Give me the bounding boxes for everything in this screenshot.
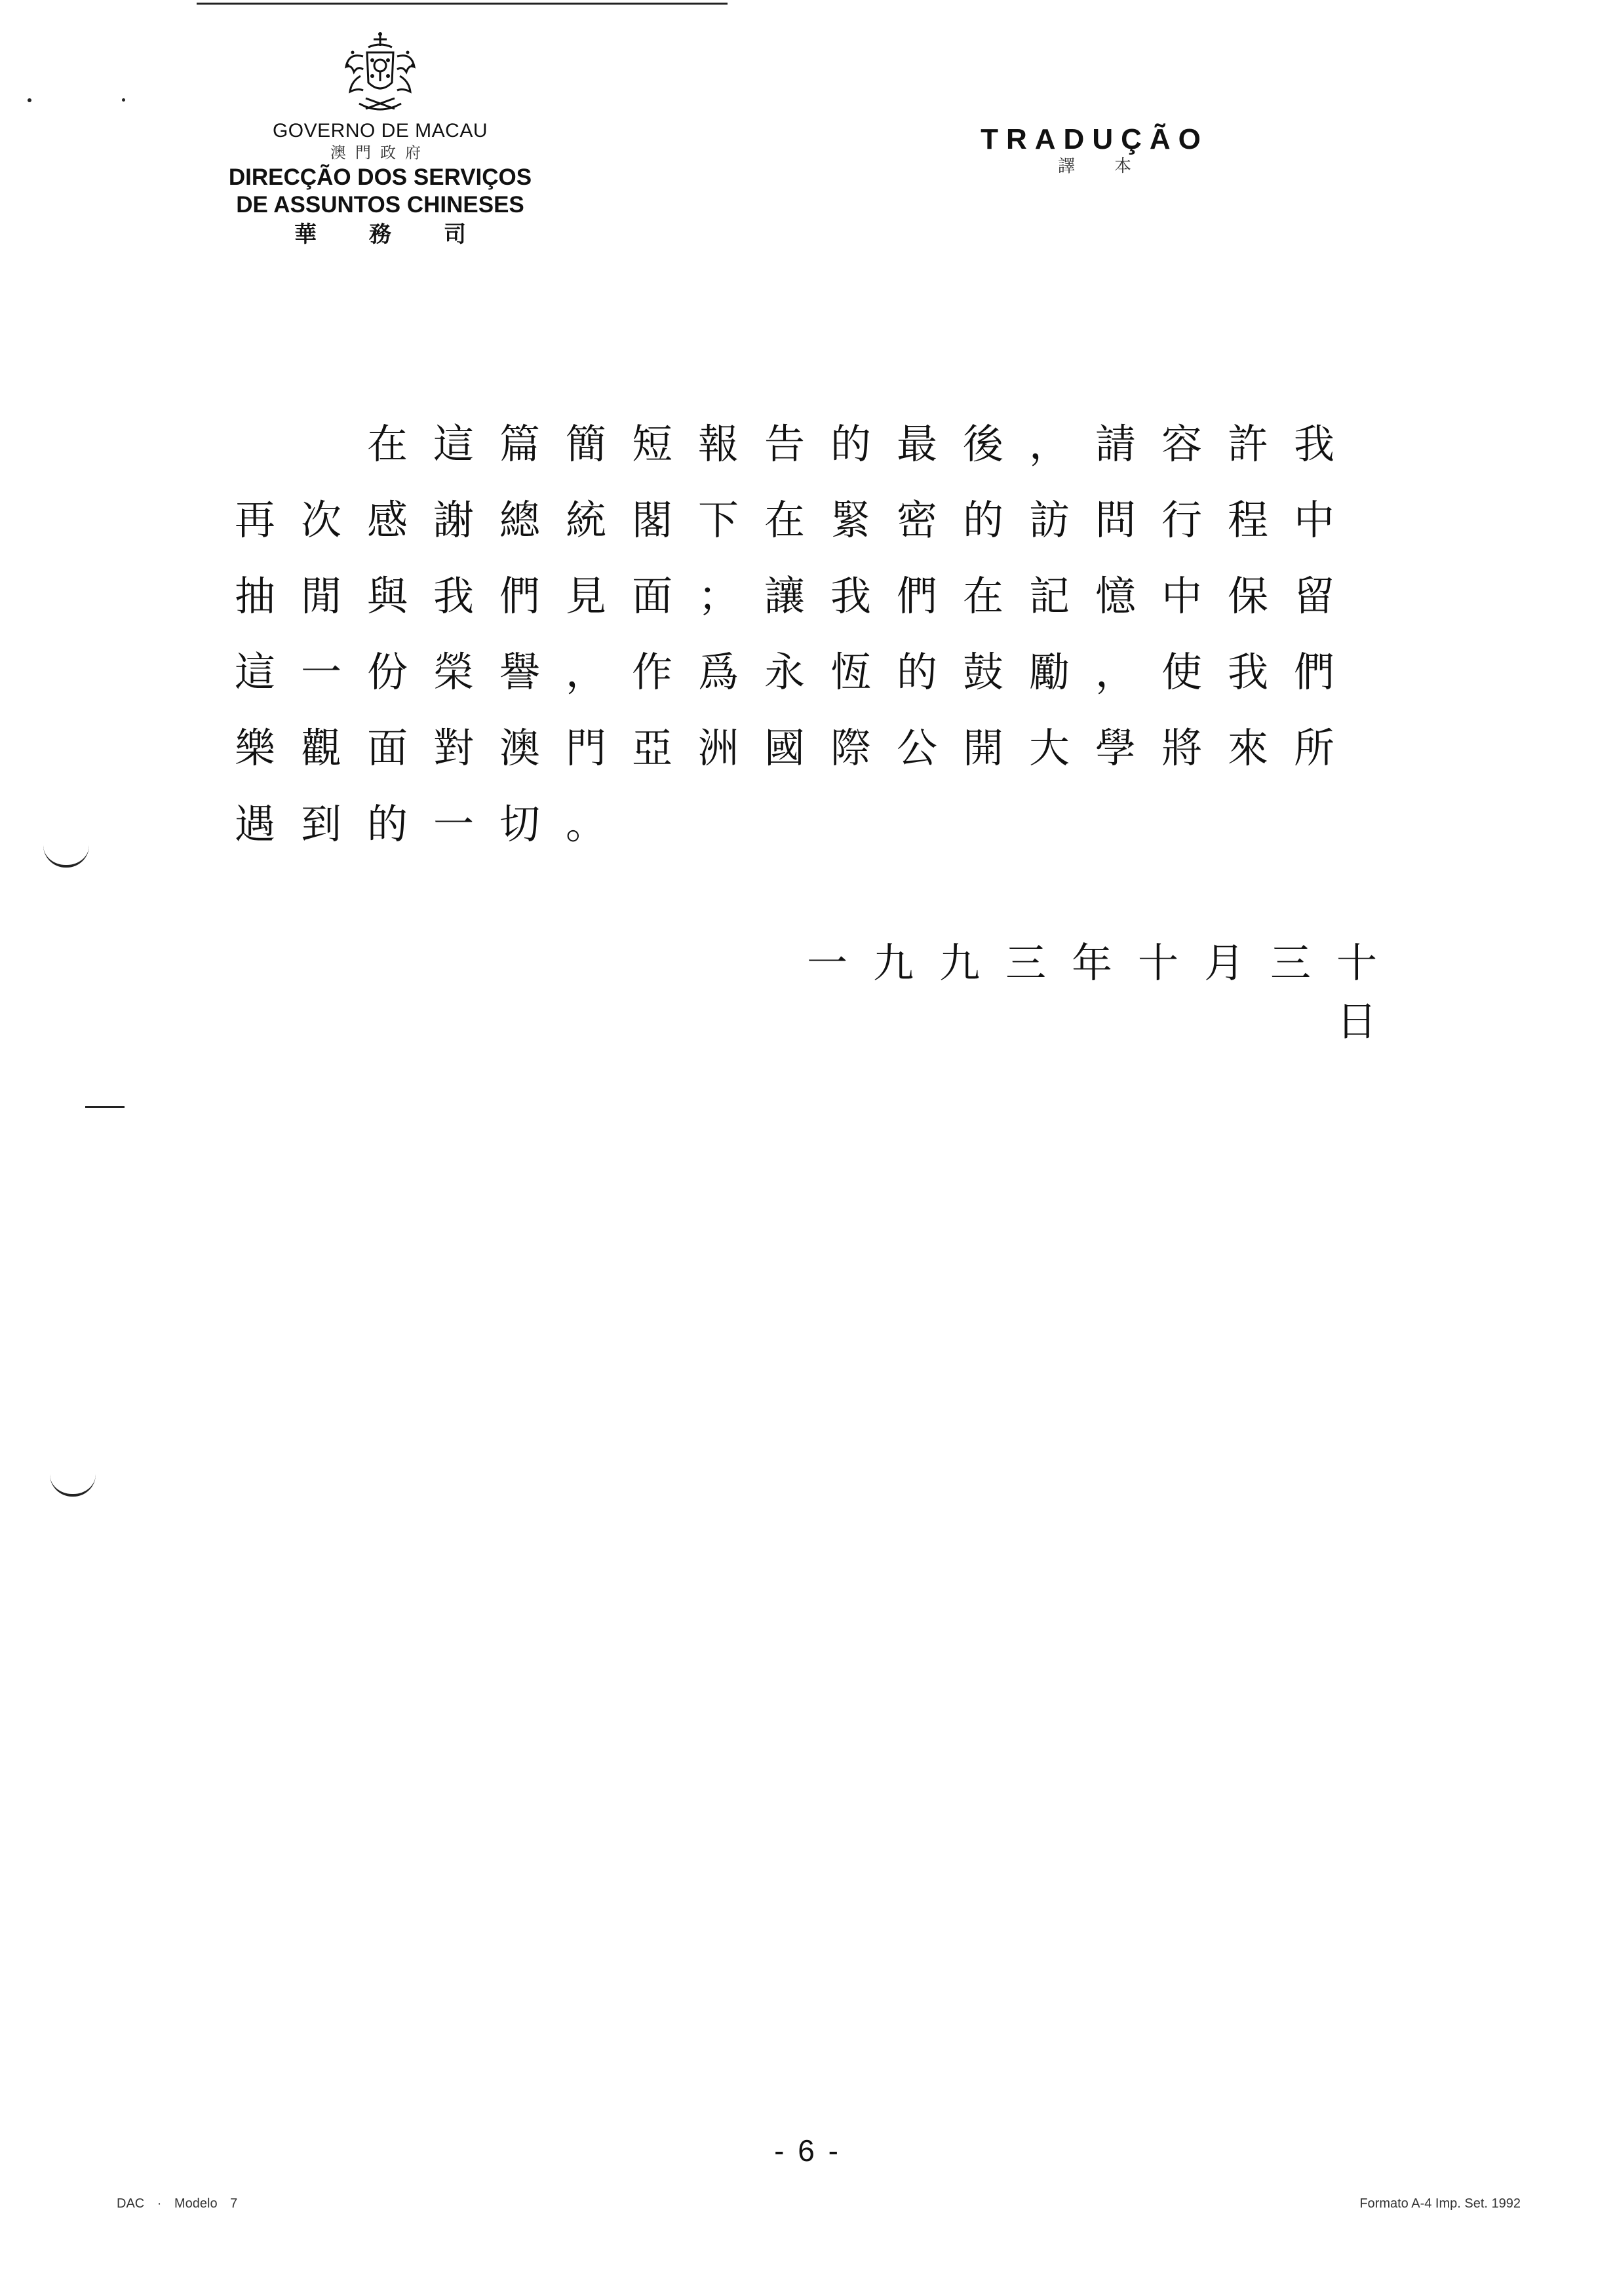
coat-of-arms-icon (334, 26, 426, 118)
document-date: 一九九三年十月三十日 (806, 939, 1403, 1045)
paper-format: Formato A-4 Imp. Set. 1992 (1359, 2196, 1521, 2211)
punch-hole-mark (43, 845, 89, 868)
scan-dash (85, 1106, 125, 1108)
government-name: GOVERNO DE MACAU (272, 120, 488, 142)
top-rule (197, 3, 728, 5)
department-name-chinese: 華務司 (294, 221, 518, 248)
document-type (957, 123, 1232, 177)
department-name-line2: DE ASSUNTOS CHINESES (236, 192, 524, 218)
scan-dot (122, 98, 125, 102)
document-type-label-chinese: 譯本 (1057, 157, 1171, 176)
document-type-label: TRADUÇÃO (981, 123, 1209, 155)
scan-dot (28, 98, 31, 102)
letterhead (197, 26, 564, 249)
form-code: DAC · Modelo 7 (117, 2196, 238, 2211)
government-name-chinese: 澳門政府 (330, 144, 430, 162)
punch-hole-mark (50, 1474, 96, 1497)
page-number: - 6 - (774, 2133, 841, 2168)
body-paragraph: 在這篇簡短報告的最後，請容許我再次感謝總統閣下在緊密的訪問行程中抽閒與我們見面；讓我們在記憶中保留這一份榮譽，作爲永恆的鼓勵，使我們樂觀面對澳門亞洲國際公開大學將來所遇到的一切。 (235, 420, 1361, 848)
department-name-line1: DIRECÇÃO DOS SERVIÇOS (228, 164, 532, 190)
